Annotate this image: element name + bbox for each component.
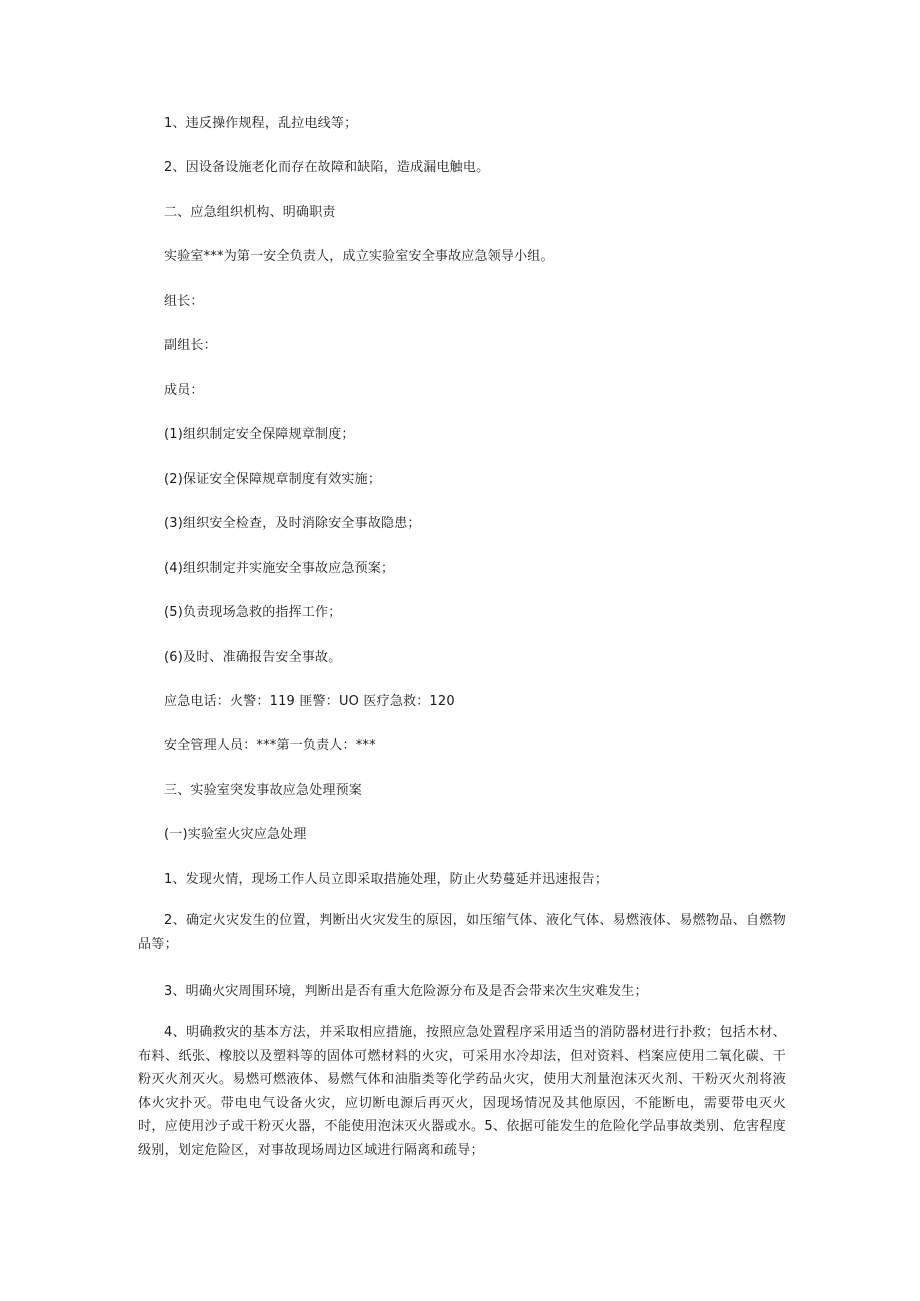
fire-step-4: 4、明确救灾的基本方法，并采取相应措施，按照应急处置程序采用适当的消防器材进行扑救；包括木材、布料、纸张、橡胶以及塑料等的固体可燃材料的火灾，可采用水冷却法，但对资料、档案应使用二氧化碳、干粉灭火剂灭火。易燃可燃液体、易燃气体和油脂类等化学药品火灾，使用大剂量泡沫灭火剂、干粉灭火剂将液体火灾扑灭。带电电气设备火灾，应切断电源后再灭火，因现场情况及其他原因，不能断电，需要带电灭火时，应使用沙子或干粉灭火器，不能使用泡沫灭火器或水。5、依据可能发生的危险化学品事故类别、危害程度级别，划定危险区，对事故现场周边区域进行隔离和疏导；	[138, 1025, 786, 1158]
duty-item-1: (1)组织制定安全保障规章制度；	[164, 427, 355, 442]
responsible-statement: 实验室***为第一安全负责人，成立实验室安全事故应急领导小组。	[164, 249, 554, 264]
fire-step-3: 3、明确火灾周围环境，判断出是否有重大危险源分布及是否会带来次生灾难发生；	[164, 984, 648, 999]
duty-item-4: (4)组织制定并实施安全事故应急预案；	[164, 561, 395, 576]
cause-item-2: 2、因设备设施老化而存在故障和缺陷，造成漏电触电。	[164, 160, 490, 175]
members-label: 成员：	[164, 383, 204, 398]
duty-item-6: (6)及时、准确报告安全事故。	[164, 650, 342, 665]
cause-item-1: 1、违反操作规程，乱拉电线等；	[164, 116, 358, 131]
fire-step-1: 1、发现火情，现场工作人员立即采取措施处理，防止火势蔓延并迅速报告；	[164, 872, 609, 887]
safety-personnel: 安全管理人员：***第一负责人：***	[164, 738, 376, 753]
fire-step-2: 2、确定火灾发生的位置，判断出火灾发生的原因，如压缩气体、液化气体、易燃液体、易燃物品、自燃物品等；	[138, 913, 786, 952]
subsection-heading-fire: (一)实验室火灾应急处理	[164, 827, 307, 842]
duty-item-5: (5)负责现场急救的指挥工作；	[164, 605, 342, 620]
deputy-leader-label: 副组长：	[164, 338, 217, 353]
emergency-phones: 应急电话：火警：119 匪警：UO 医疗急救：120	[164, 694, 455, 709]
team-leader-label: 组长：	[164, 294, 204, 309]
duty-item-3: (3)组织安全检查，及时消除安全事故隐患；	[164, 516, 421, 531]
section-heading-2: 二、应急组织机构、明确职责	[164, 205, 336, 220]
duty-item-2: (2)保证安全保障规章制度有效实施；	[164, 472, 382, 487]
section-heading-3: 三、实验室突发事故应急处理预案	[164, 783, 363, 798]
